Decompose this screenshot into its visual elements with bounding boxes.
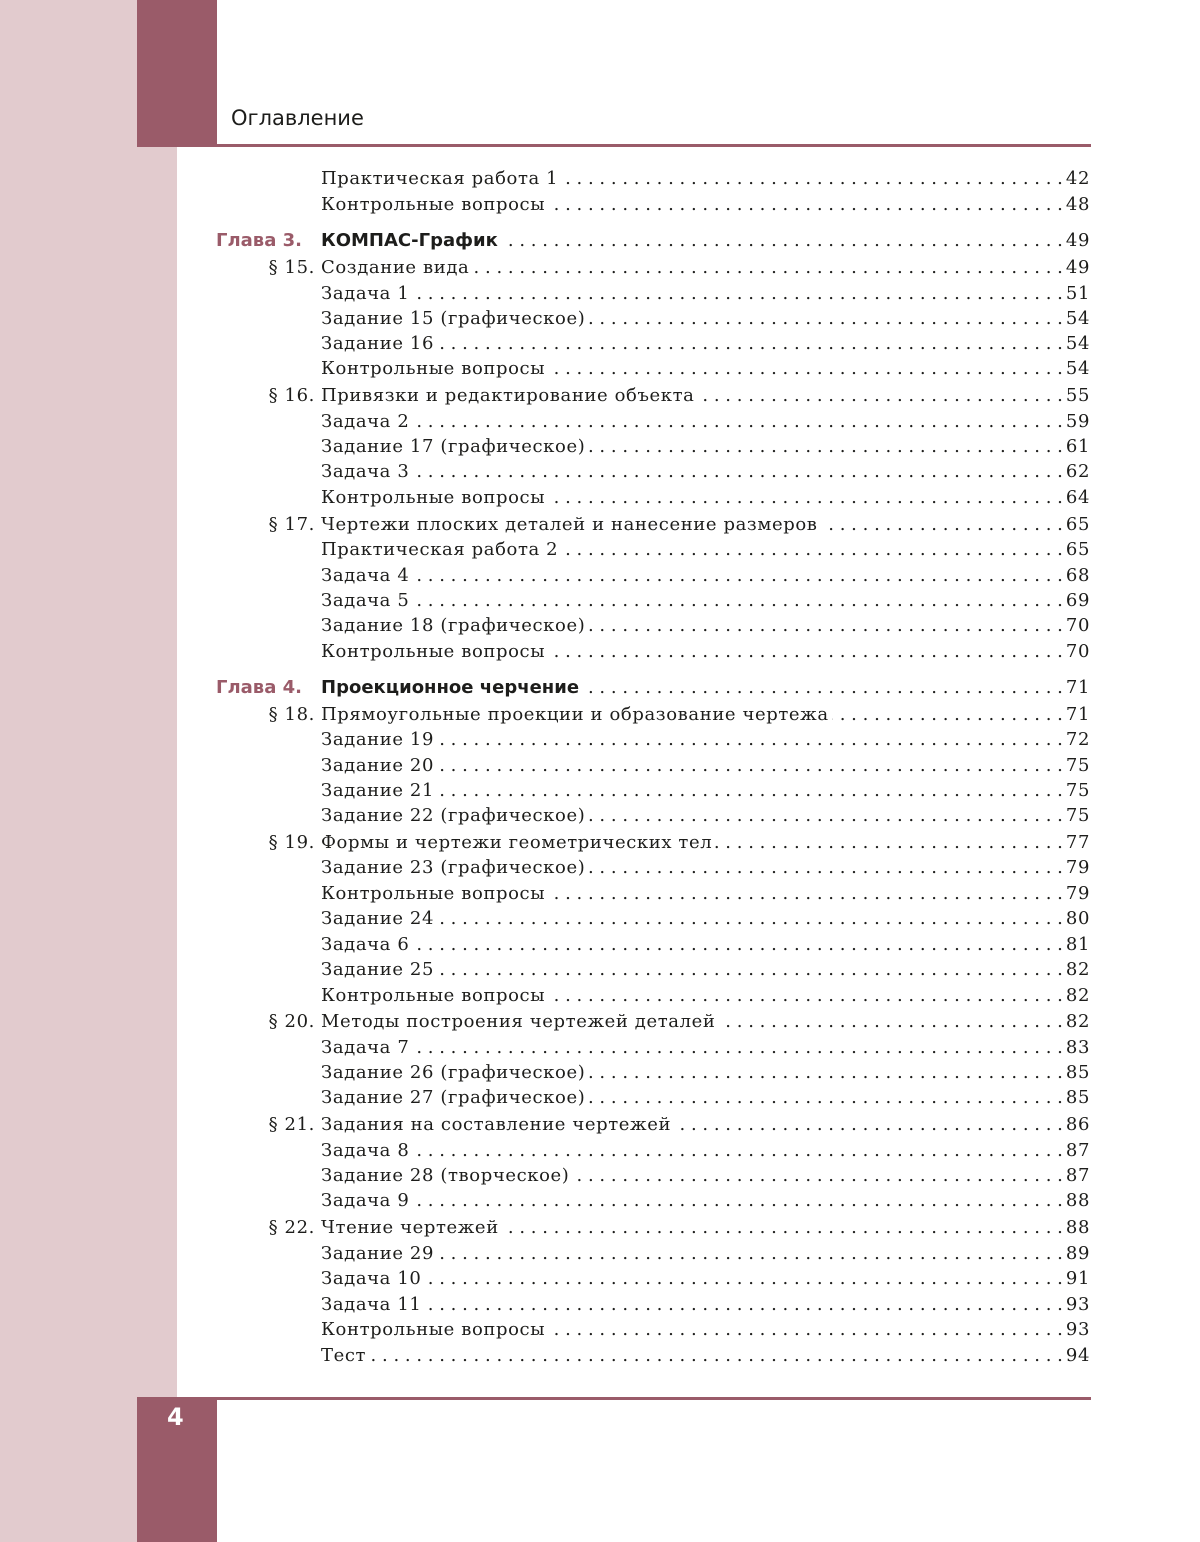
toc-entry [321,641,1090,667]
toc-entry-page: 51 [1065,283,1090,304]
toc-entry-title: Задача 9 [321,1190,410,1211]
toc-entry-page: 87 [1065,1140,1090,1161]
toc-entry-title: Контрольные вопросы [321,487,546,508]
toc-entry-page: 70 [1065,641,1090,662]
toc-entry-title: Контрольные вопросы [321,358,546,379]
dot-leader [412,1190,1063,1216]
toc-entry-title: Задача 11 [321,1294,422,1315]
toc-entry [216,1114,1090,1140]
dot-leader [369,1345,1063,1371]
toc-entry-page: 91 [1065,1268,1090,1289]
toc-entry-title: Задание 19 [321,729,435,750]
dot-leader [821,514,1063,540]
toc-entry-page: 86 [1065,1114,1090,1135]
toc-entry [321,1243,1090,1269]
toc-entry [321,333,1090,359]
dot-leader [588,1062,1063,1088]
toc-entry [321,908,1090,934]
section-number: § 22. [268,1217,315,1238]
toc-entry [321,461,1090,487]
toc-entry-page: 82 [1065,985,1090,1006]
dot-leader [501,230,1063,256]
toc-entry-page: 75 [1065,755,1090,776]
toc-entry-page: 61 [1065,436,1090,457]
toc-entry-page: 89 [1065,1243,1090,1264]
toc-entry-title: Задание 26 (графическое) [321,1062,586,1083]
toc-entry [321,1087,1090,1113]
dot-leader [548,1319,1063,1345]
header-accent-block [137,0,217,147]
toc-entry-title: Задача 10 [321,1268,422,1289]
toc-entry-page: 77 [1065,832,1090,853]
toc-entry-title: Практическая работа 2 [321,539,559,560]
toc-entry [216,514,1090,540]
dot-leader [502,1217,1063,1243]
toc-entry-page: 79 [1065,883,1090,904]
toc-entry-page: 93 [1065,1294,1090,1315]
toc-entry-page: 94 [1065,1345,1090,1366]
toc-entry-page: 49 [1065,257,1090,278]
toc-entry [321,959,1090,985]
toc-entry [321,805,1090,831]
toc-entry-title: Задание 20 [321,755,435,776]
toc-entry [321,358,1090,384]
toc-entry [321,857,1090,883]
toc-entry-page: 70 [1065,615,1090,636]
toc-entry-page: 82 [1065,1011,1090,1032]
toc-entry-page: 59 [1065,411,1090,432]
toc-entry [321,755,1090,781]
toc-entry-page: 85 [1065,1087,1090,1108]
toc-entry [321,308,1090,334]
toc-entry [216,385,1090,411]
toc-entry [216,677,1090,703]
toc-entry-page: 54 [1065,358,1090,379]
toc-entry-page: 83 [1065,1037,1090,1058]
toc-entry-page: 79 [1065,857,1090,878]
dot-leader [572,1165,1062,1191]
dot-leader [437,1243,1063,1269]
dot-leader [548,487,1063,513]
dot-leader [412,283,1063,309]
dot-leader [548,985,1063,1011]
dot-leader [424,1268,1062,1294]
dot-leader [719,1011,1063,1037]
dot-leader [437,729,1063,755]
toc-entry-title: Задача 7 [321,1037,410,1058]
toc-entry-title: Формы и чертежи геометрических тел [321,832,713,853]
toc-entry [321,1140,1090,1166]
dot-leader [548,194,1063,220]
section-number: § 16. [268,385,315,406]
toc-entry-page: 71 [1065,704,1090,725]
toc-entry-title: Привязки и редактирование объекта [321,385,695,406]
dot-leader [561,539,1063,565]
toc-entry-page: 68 [1065,565,1090,586]
toc-entry-page: 62 [1065,461,1090,482]
toc-entry-title: Задание 17 (графическое) [321,436,586,457]
toc-entry-title: Методы построения чертежей деталей [321,1011,716,1032]
toc-entry [216,1011,1090,1037]
dot-leader [412,1140,1063,1166]
dot-leader [412,565,1063,591]
toc-entry [321,1037,1090,1063]
toc-entry [321,1165,1090,1191]
toc-entry-title: Задание 16 [321,333,435,354]
toc-entry-title: Чертежи плоских деталей и нанесение размеров [321,514,818,535]
section-number: § 15. [268,257,315,278]
chapter-number: Глава 3. [216,230,302,251]
toc-entry-title: Контрольные вопросы [321,641,546,662]
toc-entry-title: Задание 15 (графическое) [321,308,586,329]
toc-entry-page: 49 [1065,230,1090,251]
toc-entry [321,883,1090,909]
dot-leader [437,755,1063,781]
dot-leader [674,1114,1063,1140]
toc-entry [321,615,1090,641]
toc-entry-page: 48 [1065,194,1090,215]
toc-entry-title: КОМПАС-График [321,230,498,251]
toc-entry-title: Задача 1 [321,283,410,304]
toc-entry-page: 82 [1065,959,1090,980]
toc-entry-title: Задание 29 [321,1243,435,1264]
dot-leader [412,934,1063,960]
toc-entry [321,539,1090,565]
toc-entry [321,1190,1090,1216]
toc-entry-page: 87 [1065,1165,1090,1186]
toc-entry [321,565,1090,591]
toc-entry [216,230,1090,256]
toc-entry-title: Задание 28 (творческое) [321,1165,570,1186]
toc-entry-page: 54 [1065,308,1090,329]
toc-entry [321,590,1090,616]
dot-leader [832,704,1063,730]
toc-entry-title: Задания на составление чертежей [321,1114,672,1135]
dot-leader [548,641,1063,667]
toc-entry-page: 69 [1065,590,1090,611]
dot-leader [588,1087,1063,1113]
dot-leader [437,333,1063,359]
dot-leader [437,959,1063,985]
toc-entry-title: Задание 25 [321,959,435,980]
toc-entry [321,1062,1090,1088]
toc-entry-title: Создание вида [321,257,470,278]
toc-entry-title: Задача 5 [321,590,410,611]
toc-entry-title: Контрольные вопросы [321,883,546,904]
toc-entry-title: Задание 27 (графическое) [321,1087,586,1108]
dot-leader [588,857,1063,883]
toc-entry-title: Задание 22 (графическое) [321,805,586,826]
toc-entry-page: 64 [1065,487,1090,508]
toc-entry [321,1319,1090,1345]
toc-entry [321,1345,1090,1371]
dot-leader [472,257,1063,283]
toc-entry-page: 65 [1065,514,1090,535]
header-rule [137,144,1091,147]
dot-leader [412,461,1063,487]
toc-entry [321,780,1090,806]
toc-entry-page: 88 [1065,1217,1090,1238]
dot-leader [437,908,1063,934]
toc-entry-title: Задание 24 [321,908,435,929]
toc-entry-title: Прямоугольные проекции и образование чертежа [321,704,829,725]
toc-entry [216,257,1090,283]
toc-entry-title: Проекционное черчение [321,677,580,698]
toc-entry [321,1268,1090,1294]
toc-entry-page: 72 [1065,729,1090,750]
toc-entry-title: Практическая работа 1 [321,168,559,189]
toc-entry-page: 88 [1065,1190,1090,1211]
toc-entry-title: Контрольные вопросы [321,1319,546,1340]
toc-entry [321,985,1090,1011]
toc-entry-page: 93 [1065,1319,1090,1340]
toc-entry [321,729,1090,755]
toc-entry-page: 54 [1065,333,1090,354]
page-number: 4 [167,1403,184,1431]
toc-entry [321,168,1090,194]
toc-entry-page: 55 [1065,385,1090,406]
dot-leader [412,590,1063,616]
section-number: § 19. [268,832,315,853]
dot-leader [588,308,1063,334]
toc-entry-title: Тест [321,1345,367,1366]
toc-entry-title: Задача 2 [321,411,410,432]
toc-entry-title: Чтение чертежей [321,1217,499,1238]
dot-leader [588,436,1063,462]
dot-leader [424,1294,1062,1320]
toc-entry-title: Задание 23 (графическое) [321,857,586,878]
toc-entry-page: 42 [1065,168,1090,189]
toc-entry-title: Задача 6 [321,934,410,955]
toc-entry-page: 85 [1065,1062,1090,1083]
toc-entry-page: 80 [1065,908,1090,929]
section-number: § 20. [268,1011,315,1032]
toc-entry-title: Задание 21 [321,780,435,801]
toc-entry-page: 75 [1065,805,1090,826]
dot-leader [715,832,1063,858]
toc-entry [216,704,1090,730]
dot-leader [437,780,1063,806]
dot-leader [561,168,1063,194]
dot-leader [548,358,1063,384]
chapter-number: Глава 4. [216,677,302,698]
dot-leader [548,883,1063,909]
dot-leader [588,805,1063,831]
running-header-title: Оглавление [231,106,364,130]
toc-entry-title: Задача 8 [321,1140,410,1161]
toc-entry [216,832,1090,858]
toc-entry-page: 71 [1065,677,1090,698]
dot-leader [698,385,1063,411]
toc-entry [321,487,1090,513]
toc-entry-title: Контрольные вопросы [321,194,546,215]
dot-leader [412,411,1063,437]
toc-entry [321,283,1090,309]
dot-leader [582,677,1063,703]
toc-entry-page: 81 [1065,934,1090,955]
toc-entry [321,1294,1090,1320]
toc-entry [321,194,1090,220]
toc-entry [216,1217,1090,1243]
dot-leader [412,1037,1063,1063]
section-number: § 21. [268,1114,315,1135]
toc-entry [321,411,1090,437]
toc-entry [321,934,1090,960]
toc-entry-title: Контрольные вопросы [321,985,546,1006]
toc-entry-title: Задача 3 [321,461,410,482]
dot-leader [588,615,1063,641]
section-number: § 18. [268,704,315,725]
section-number: § 17. [268,514,315,535]
toc-entry [321,436,1090,462]
toc-entry-page: 75 [1065,780,1090,801]
toc-entry-page: 65 [1065,539,1090,560]
left-margin-band [0,0,177,1542]
toc-entry-title: Задание 18 (графическое) [321,615,586,636]
footer-rule [137,1397,1091,1400]
toc-entry-title: Задача 4 [321,565,410,586]
